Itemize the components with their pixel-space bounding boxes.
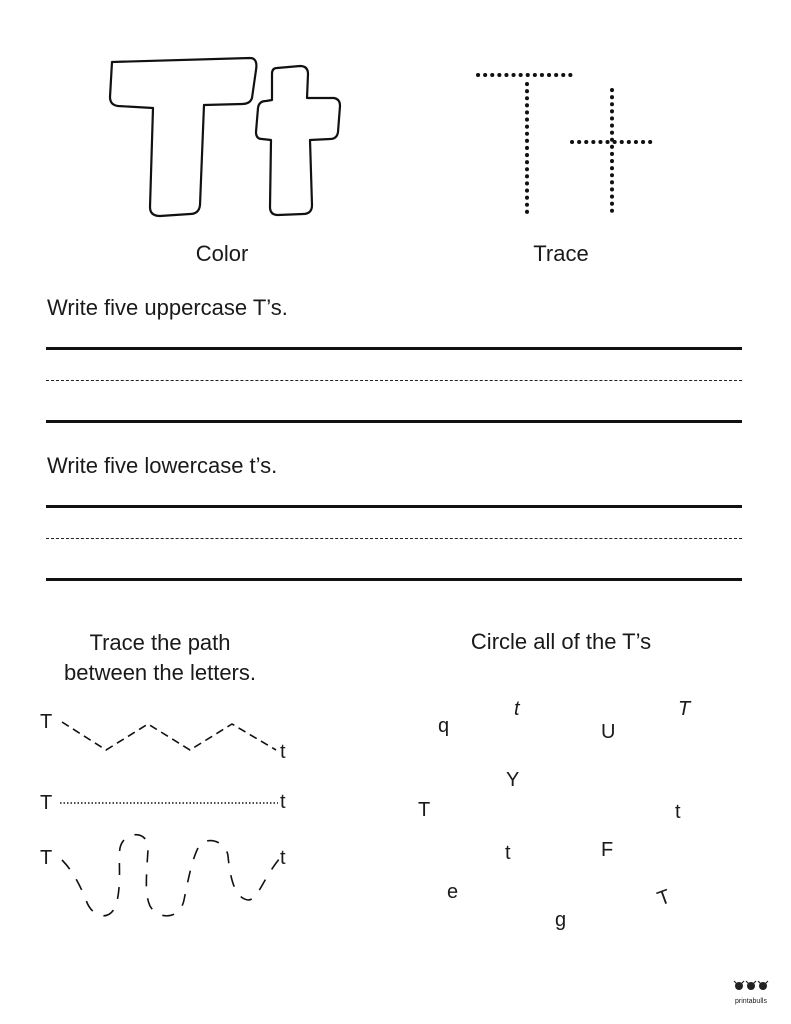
logo-text: printabulls	[735, 998, 767, 1005]
path-instruction-line1: Trace the path	[89, 630, 231, 655]
scattered-letter: T	[418, 799, 431, 821]
path-end-letter: t	[280, 791, 286, 813]
path-start-letter: T	[40, 711, 53, 733]
uppercase-prompt: Write five uppercase T’s.	[47, 295, 288, 320]
scattered-letter: t	[514, 698, 520, 720]
path-start-letter: T	[40, 792, 53, 814]
scattered-letter: e	[447, 881, 459, 903]
scattered-letter: F	[601, 839, 614, 861]
color-label: Color	[195, 241, 249, 266]
scattered-letter: g	[555, 909, 567, 931]
bull-icon	[729, 975, 773, 995]
scattered-letter: T	[678, 698, 691, 720]
scattered-letter: Y	[506, 769, 520, 791]
wavy-dashed-path	[62, 835, 280, 916]
circle-instruction: Circle all of the T’s	[470, 629, 652, 654]
lowercase-prompt: Write five lowercase t’s.	[47, 453, 278, 478]
path-instruction-line2: between the letters.	[63, 660, 256, 685]
path-end-letter: t	[280, 741, 286, 763]
scattered-letter: t	[675, 801, 681, 823]
trace-label: Trace	[533, 241, 589, 266]
zigzag-path	[62, 722, 276, 750]
path-end-letter: t	[280, 847, 286, 869]
scattered-letter: t	[505, 842, 511, 864]
scattered-letter: T	[654, 885, 674, 911]
printabulls-logo	[729, 975, 773, 1009]
scattered-letter: q	[438, 715, 450, 737]
scattered-letter: U	[601, 721, 616, 743]
path-start-letter: T	[40, 847, 53, 869]
